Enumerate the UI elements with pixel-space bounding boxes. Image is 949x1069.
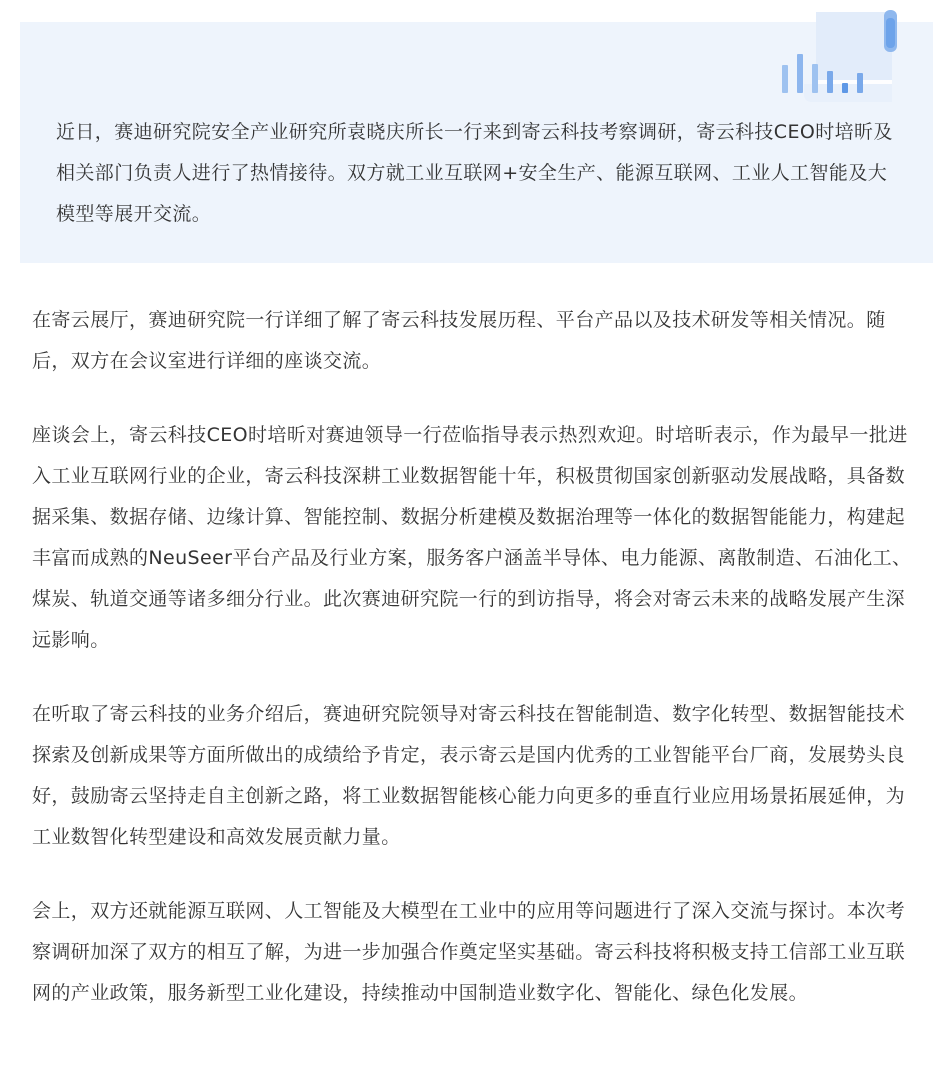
article-paragraph-2: 座谈会上，寄云科技CEO时培昕对赛迪领导一行莅临指导表示热烈欢迎。时培昕表示，作为最早一批进入工业互联网行业的企业，寄云科技深耕工业数据智能十年，积极贯彻国家创新驱动发展战略，具备数据采集、数据存储、边缘计算、智能控制、数据分析建模及数据治理等一体化的数据智能能力，构建起丰富而成熟的NeuSeer平台产品及行业方案，服务客户涵盖半导体、电力能源、离散制造、石油化工、煤炭、轨道交通等诸多细分行业。此次赛迪研究院一行的到访指导，将会对寄云未来的战略发展产生深远影响。	[32, 424, 912, 651]
article-paragraph-3: 在听取了寄云科技的业务介绍后，赛迪研究院领导对寄云科技在智能制造、数字化转型、数据智能技术探索及创新成果等方面所做出的成绩给予肯定，表示寄云是国内优秀的工业智能平台厂商，发展势头良好，鼓励寄云坚持走自主创新之路，将工业数据智能核心能力向更多的垂直行业应用场景拓展延伸，为工业数智化转型建设和高效发展贡献力量。	[32, 703, 906, 848]
bar-chart-document-icon	[760, 10, 905, 105]
article-paragraph-1: 在寄云展厅，赛迪研究院一行详细了解了寄云科技发展历程、平台产品以及技术研发等相关情况。随后，双方在会议室进行详细的座谈交流。	[32, 309, 886, 372]
article-paragraph-4: 会上，双方还就能源互联网、人工智能及大模型在工业中的应用等问题进行了深入交流与探讨。本次考察调研加深了双方的相互了解，为进一步加强合作奠定坚实基础。寄云科技将积极支持工信部工业互联网的产业政策，服务新型工业化建设，持续推动中国制造业数字化、智能化、绿色化发展。	[32, 900, 906, 1004]
intro-paragraph: 近日，赛迪研究院安全产业研究所袁晓庆所长一行来到寄云科技考察调研，寄云科技CEO时培昕及相关部门负责人进行了热情接待。双方就工业互联网+安全生产、能源互联网、工业人工智能及大模型等展开交流。	[56, 121, 893, 225]
article-body	[32, 300, 922, 1047]
intro-card	[20, 22, 933, 263]
